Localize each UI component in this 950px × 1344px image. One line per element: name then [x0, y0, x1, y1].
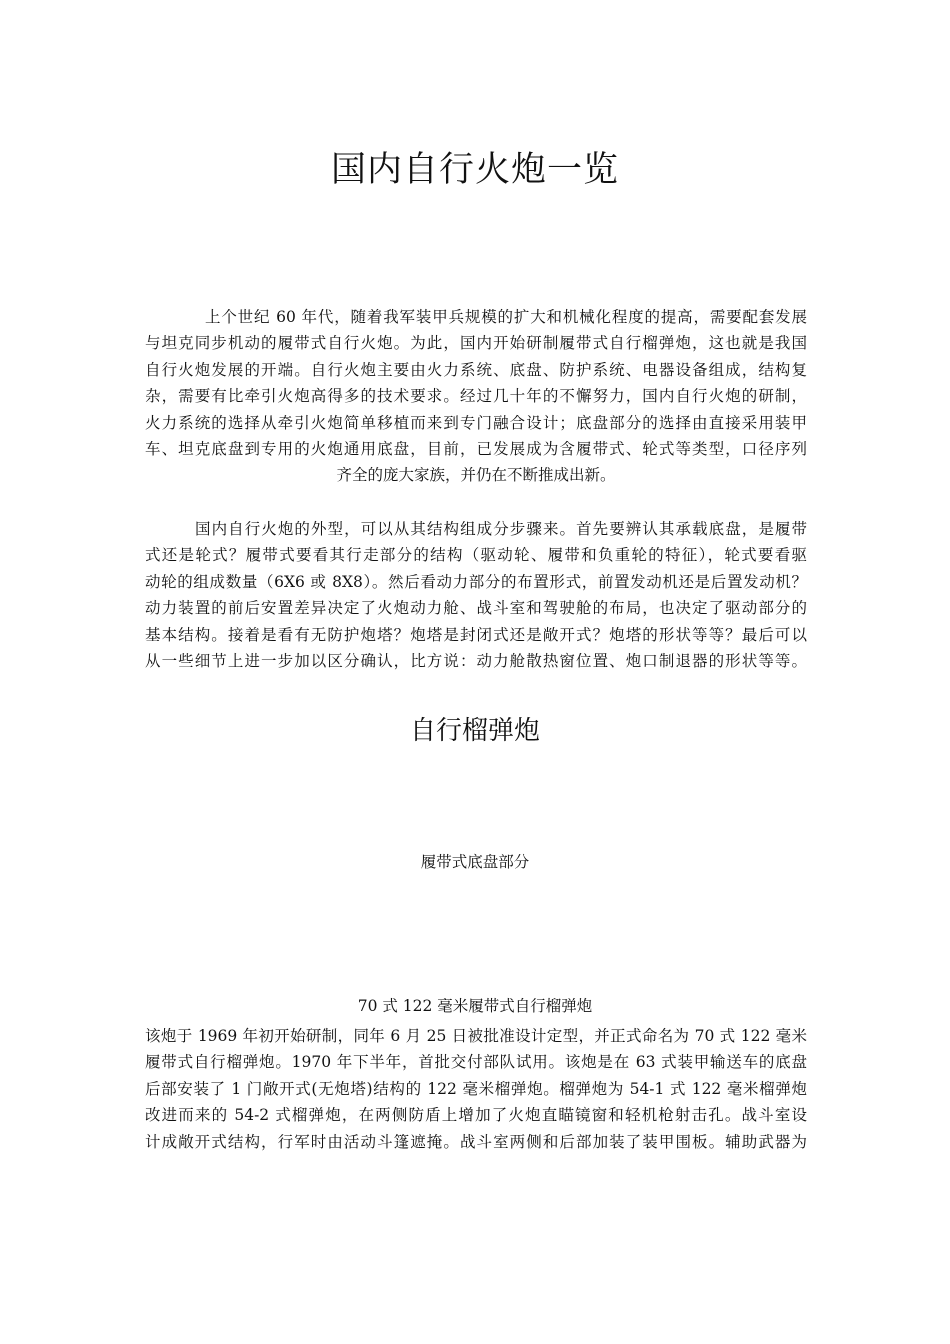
- text-line: 杂，需要有比牵引火炮高得多的技术要求。经过几十年的不懈努力，国内自行火炮的研制，: [145, 387, 807, 406]
- text-line: 齐全的庞大家族，并仍在不断推成出新。: [336, 466, 616, 485]
- text-line: 上个世纪 60 年代，随着我军装甲兵规模的扩大和机械化程度的提高，需要配套发展: [205, 308, 807, 326]
- text-line: 火力系统的选择从牵引火炮简单移植而来到专门融合设计；底盘部分的选择由直接采用装甲: [145, 413, 807, 432]
- text-line: 国内自行火炮的外型，可以从其结构组成分步骤来。首先要辨认其承载底盘，是履带: [195, 520, 807, 538]
- text-line: 改进而来的 54-2 式榴弹炮，在两侧防盾上增加了火炮直瞄镜窗和轻机枪射击孔。战斗室设: [145, 1106, 807, 1125]
- text-line: 该炮于 1969 年初开始研制，同年 6 月 25 日被批准设计定型，并正式命名为 70 式 122 毫米: [145, 1027, 807, 1045]
- text-line: 计成敞开式结构，行军时由活动斗篷遮掩。战斗室两侧和后部加装了装甲围板。辅助武器为: [145, 1132, 807, 1151]
- intro-paragraph-2: [145, 516, 807, 674]
- text-line: 与坦克同步机动的履带式自行火炮。为此，国内开始研制履带式自行榴弹炮，这也就是我国: [145, 334, 807, 353]
- document-title: 国内自行火炮一览: [330, 150, 619, 190]
- text-line: 动力装置的前后安置差异决定了火炮动力舱、战斗室和驾驶舱的布局，也决定了驱动部分的: [145, 599, 807, 618]
- text-line: 动轮的组成数量（6X6 或 8X8）。然后看动力部分的布置形式，前置发动机还是后置发动机？: [145, 572, 807, 591]
- text-line: 基本结构。接着是看有无防护炮塔？炮塔是封闭式还是敞开式？炮塔的形状等等？最后可以: [145, 625, 807, 644]
- text-line: 车、坦克底盘到专用的火炮通用底盘，目前，已发展成为含履带式、轮式等类型，口径序列: [145, 439, 807, 458]
- item-title: 70 式 122 毫米履带式自行榴弹炮: [357, 997, 593, 1015]
- text-line: 履带式自行榴弹炮。1970 年下半年，首批交付部队试用。该炮是在 63 式装甲输送车的底盘: [145, 1053, 807, 1072]
- section-title: 自行榴弹炮: [409, 716, 540, 746]
- sub-heading: 履带式底盘部分: [420, 853, 530, 871]
- text-line: 从一些细节上进一步加以区分确认，比方说：动力舱散热窗位置、炮口制退器的形状等等。: [145, 651, 807, 670]
- text-line: 自行火炮发展的开端。自行火炮主要由火力系统、底盘、防护系统、电器设备组成，结构复: [145, 360, 807, 379]
- intro-paragraph-1: [145, 304, 807, 489]
- text-line: 后部安装了 1 门敞开式(无炮塔)结构的 122 毫米榴弹炮。榴弹炮为 54-1 式 122 毫米榴弹炮: [145, 1079, 807, 1098]
- item-paragraph: [145, 1023, 807, 1155]
- text-line: 式还是轮式？履带式要看其行走部分的结构（驱动轮、履带和负重轮的特征），轮式要看驱: [145, 546, 807, 565]
